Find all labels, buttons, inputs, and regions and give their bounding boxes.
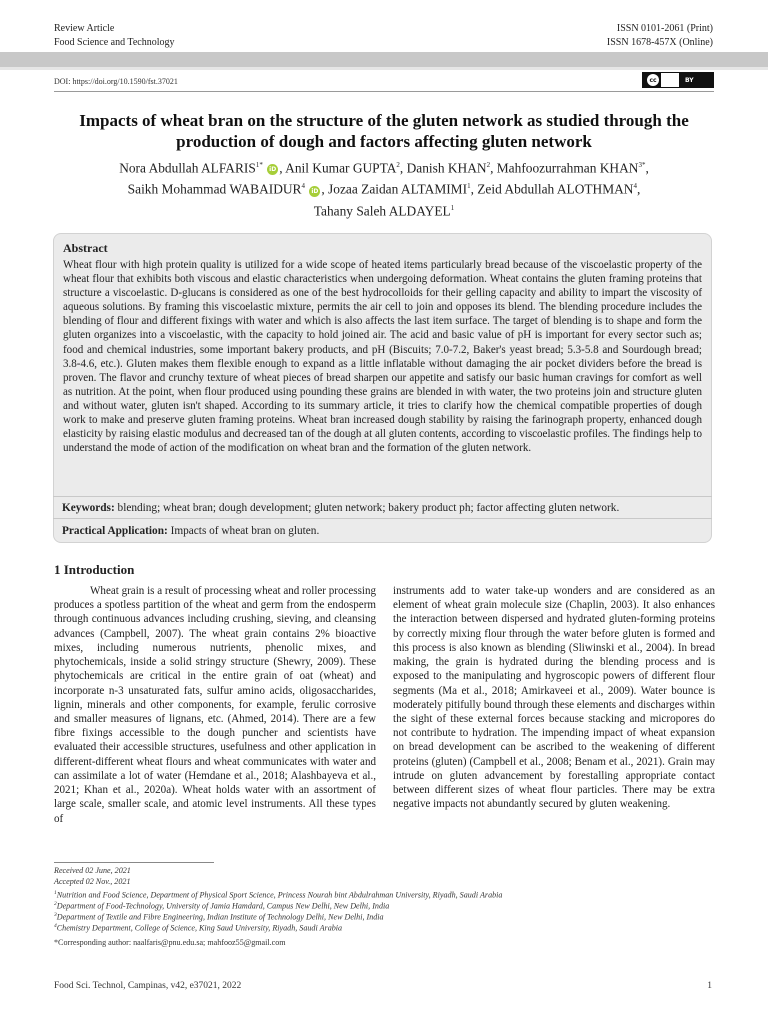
practical-divider bbox=[53, 518, 712, 519]
keywords-text: blending; wheat bran; dough development; gluten network; bakery product ph; factor affecting gluten network. bbox=[114, 502, 620, 514]
abstract-text: Wheat flour with high protein quality is utilized for a wide scope of heated items particularly bread because of the viscoelastic property of the wheat flour that exhibits both viscous and elastic characteristics when undergoing deformation. Wheat contains the gluten framing proteins that structure a viscoelastic. D-glucans is considered as one of the best hydrocolloids for their gelling capacity and ability to impart the viscosity of aqueous solutions. By framing this viscoelastic mixture, permits the air cell to join and opposes its blend. The blending procedure includes the blending of flour and different fixings with water and which is also affects the last item surface. The target of blending is to shape and form the gluten organizes into a viscoelastic, with the capacity to hold joined air. The acid and basic value of pH is important for every sector such as; food and chemical industries, some important bakery products, and pH (Biscuits; 7.0-7.2, Baker's yeast bread; 5.3-5.8 and Sourdough bread; 3.8-4.6, etc.). Gluten makes them flexible enough to expand as a little inflatable without damaging the air pocket dividers before the bread is proven. The flavor and crunchy texture of wheat pieces of bread sharpen our appetite and satisfy our basic human cravings for comfort as well as nutrition. At the point, when flour produced using pounding these grains are blended in with water, the two proteins join and structure gluten and without water, gluten isn't shaped. According to its summary article, it tries to clarify how the chemical compatible properties of dough work to make and preserve gluten framing proteins. Wheat bran increased dough stability by raising the farinograph property, enhanced dough elasticity by raising elastic modulus and decreased tan of the dough at all gluten contents, according to viscoelastic profiles. The findings help to understand the mode of action of the modification on wheat bran and the formation of the gluten network. bbox=[63, 259, 702, 455]
page-number: 1 bbox=[707, 981, 712, 991]
author-line-1: Nora Abdullah $ALFARIS^{1*}$ iD , Anil Kumar GUPTA$^2$, Danish KHAN$^2$, Mahfoozurrahman $KHAN^{3*}$, bbox=[119, 160, 649, 176]
accepted-date: Accepted 02 Nov., 2021 bbox=[54, 877, 131, 886]
footnote-divider bbox=[54, 862, 214, 863]
doi-link[interactable]: DOI: https://doi.org/10.1590/fst.37021 bbox=[54, 77, 178, 86]
footnote-text: Department of Food-Technology, University of Jamia Hamdard, Campus New Delhi, New Delhi, India bbox=[56, 901, 390, 911]
author-name: , Jozaa Zaidan ALTAMIMI bbox=[321, 181, 468, 197]
footnote-number: 2 bbox=[54, 901, 57, 907]
affiliation-note bbox=[54, 921, 342, 934]
footnote-text: Chemistry Department, College of Science, King Saud University, Riyadh, Saudi Arabia bbox=[56, 923, 343, 933]
body-column-right bbox=[393, 584, 715, 812]
author-affiliation: 1 bbox=[467, 182, 471, 191]
author-name: Tahany Saleh ALDAYEL bbox=[313, 203, 451, 219]
creative-commons-icon: cc bbox=[647, 74, 659, 86]
received-date: Received 02 June, 2021 bbox=[54, 866, 131, 875]
author-name: , Zeid Abdullah ALOTHMAN bbox=[470, 181, 634, 197]
issn-print: ISSN 0101-2061 (Print) bbox=[616, 23, 713, 34]
corresponding-author: *Corresponding author: naalfaris@pnu.edu.sa; mahfooz55@gmail.com bbox=[54, 938, 286, 947]
author-name: Nora Abdullah ALFARIS bbox=[119, 160, 256, 176]
author-affiliation: 1* bbox=[255, 161, 263, 169]
author-name: Saikh Mohammad WABAIDUR bbox=[127, 181, 302, 197]
article-type: Review Article bbox=[54, 23, 115, 34]
keywords-divider bbox=[53, 496, 712, 497]
body-text: Wheat grain is a result of processing wheat and roller processing produces a spotless partition of the wheat and germ from the endosperm through continuous advances including crushing, sieving, and cleansing advances (Campbell, 2007). The wheat grain contains 2% bioactive mixes, including numerous nutrients, phenolic mixes, and phytochemicals, inside a solid stringy structure (Shewry, 2009). These phytochemicals are critical in the entire grain of oat (wheat) and incorporate n-3 unsaturated fats, sulfur amino acids, oligosaccharides, lignin, minerals and other components, for example, ferulic corrosive and smaller measures of lignans, etc. (Ahmed, 2014). There are a few fibre fixings accessible to the dough puncher and scientists have evaluated their accessible structures, usefulness and other application in different-different wheat flours and wheat communicates with water and can assimilate a lot of water (Hemdane et al., 2018; Alashbayeva et al., 2021; Khan et al., 2020a). Wheat holds water with an assortment of large scale, smaller scale, and atomic level instruments. All these types of bbox=[54, 585, 376, 825]
author-list bbox=[54, 156, 714, 220]
footnote-number: 4 bbox=[54, 923, 57, 929]
abstract-heading: Abstract bbox=[63, 241, 108, 255]
practical-application bbox=[62, 524, 319, 538]
keywords-label: Keywords: bbox=[62, 502, 115, 514]
author-line-3 bbox=[54, 199, 714, 220]
footnote-text: Nutrition and Food Science, Department of Physical Sport Science, Princess Nourah bint Abdulrahman University, Riyadh, Saudi Arabia bbox=[56, 890, 503, 900]
orcid-icon[interactable]: iD bbox=[269, 166, 277, 174]
cc-license-badge[interactable] bbox=[642, 72, 714, 88]
practical-text: Impacts of wheat bran on gluten. bbox=[167, 525, 320, 537]
section-heading: 1 Introduction bbox=[54, 562, 135, 577]
author-affiliation: 2 bbox=[486, 161, 491, 169]
article-title: Impacts of wheat bran on the structure of the gluten network as studied through the production of dough and factors affecting gluten network bbox=[79, 111, 689, 151]
author-affiliation: 4 bbox=[633, 182, 637, 191]
cc-badge-spacer bbox=[661, 73, 679, 87]
body-column-left bbox=[54, 584, 376, 826]
journal-name: Food Science and Technology bbox=[54, 36, 175, 48]
author-line-2: Saikh Mohammad WABAIDUR$^4$ iD , Jozaa Zaidan ALTAMIMI$^1$, Zeid Abdullah ALOTHMAN$^4$, bbox=[127, 181, 641, 197]
footer-citation: Food Sci. Technol, Campinas, v42, e37021, 2022 bbox=[54, 981, 242, 991]
issn-online: ISSN 1678-457X (Online) bbox=[606, 36, 713, 48]
author-affiliation: 2 bbox=[396, 161, 400, 169]
header-bar-shadow bbox=[0, 67, 768, 70]
footnote-number: 1 bbox=[54, 890, 57, 896]
practical-label: Practical Application: bbox=[62, 525, 168, 537]
author-name: , Danish KHAN bbox=[399, 160, 487, 176]
body-text: instruments add to water take-up wonders and are considered as an element of wheat grain molecule size (Chaplin, 2003). It also enhances the interaction between dispersed and hydrated gluten-forming proteins by correctly mixing flour through the water before gluten is formed and this process is also known as blending (Sliwinski et al., 2004). In bread making, the grain is hydrated during the blending process and is exposed to the manipulating and hygroscopic powers of different flour segments (Ma et al., 2018; Amirkaveei et al., 2009). Water bounce is moderately pitifully bound through these elements and discharges within the sight of these external forces because stacking and micropores do not contribute to hydration. The impending impact of wheat expansion on bread development can be ascribed to the weakening of different proteins (gluten) (Campbell et al., 2008; Benam et al., 2021). Grain may intrude on gluten advancement by forestalling appropriate contact between different sizes of wheat flour particles. There may be extra negative impacts not abundantly secured by gluten weakening. bbox=[393, 585, 715, 811]
orcid-icon[interactable]: iD bbox=[311, 187, 319, 195]
running-header-right bbox=[607, 22, 713, 49]
running-header-left bbox=[54, 22, 174, 49]
header-bar bbox=[0, 52, 768, 67]
doi-divider bbox=[54, 91, 714, 92]
author-affiliation: 4 bbox=[301, 182, 305, 191]
author-name: , Anil Kumar GUPTA bbox=[279, 160, 397, 176]
footnote-number: 3 bbox=[54, 912, 57, 918]
author-affiliation: 3* bbox=[638, 161, 646, 169]
author-affiliation: 1 bbox=[450, 203, 455, 212]
author-name: , Mahfoozurrahman KHAN bbox=[490, 160, 639, 176]
cc-by-label: BY bbox=[685, 76, 694, 84]
keywords bbox=[62, 501, 619, 515]
footnote-text: Department of Textile and Fibre Engineering, Indian Institute of Technology Delhi, New Delhi, India bbox=[56, 912, 384, 922]
